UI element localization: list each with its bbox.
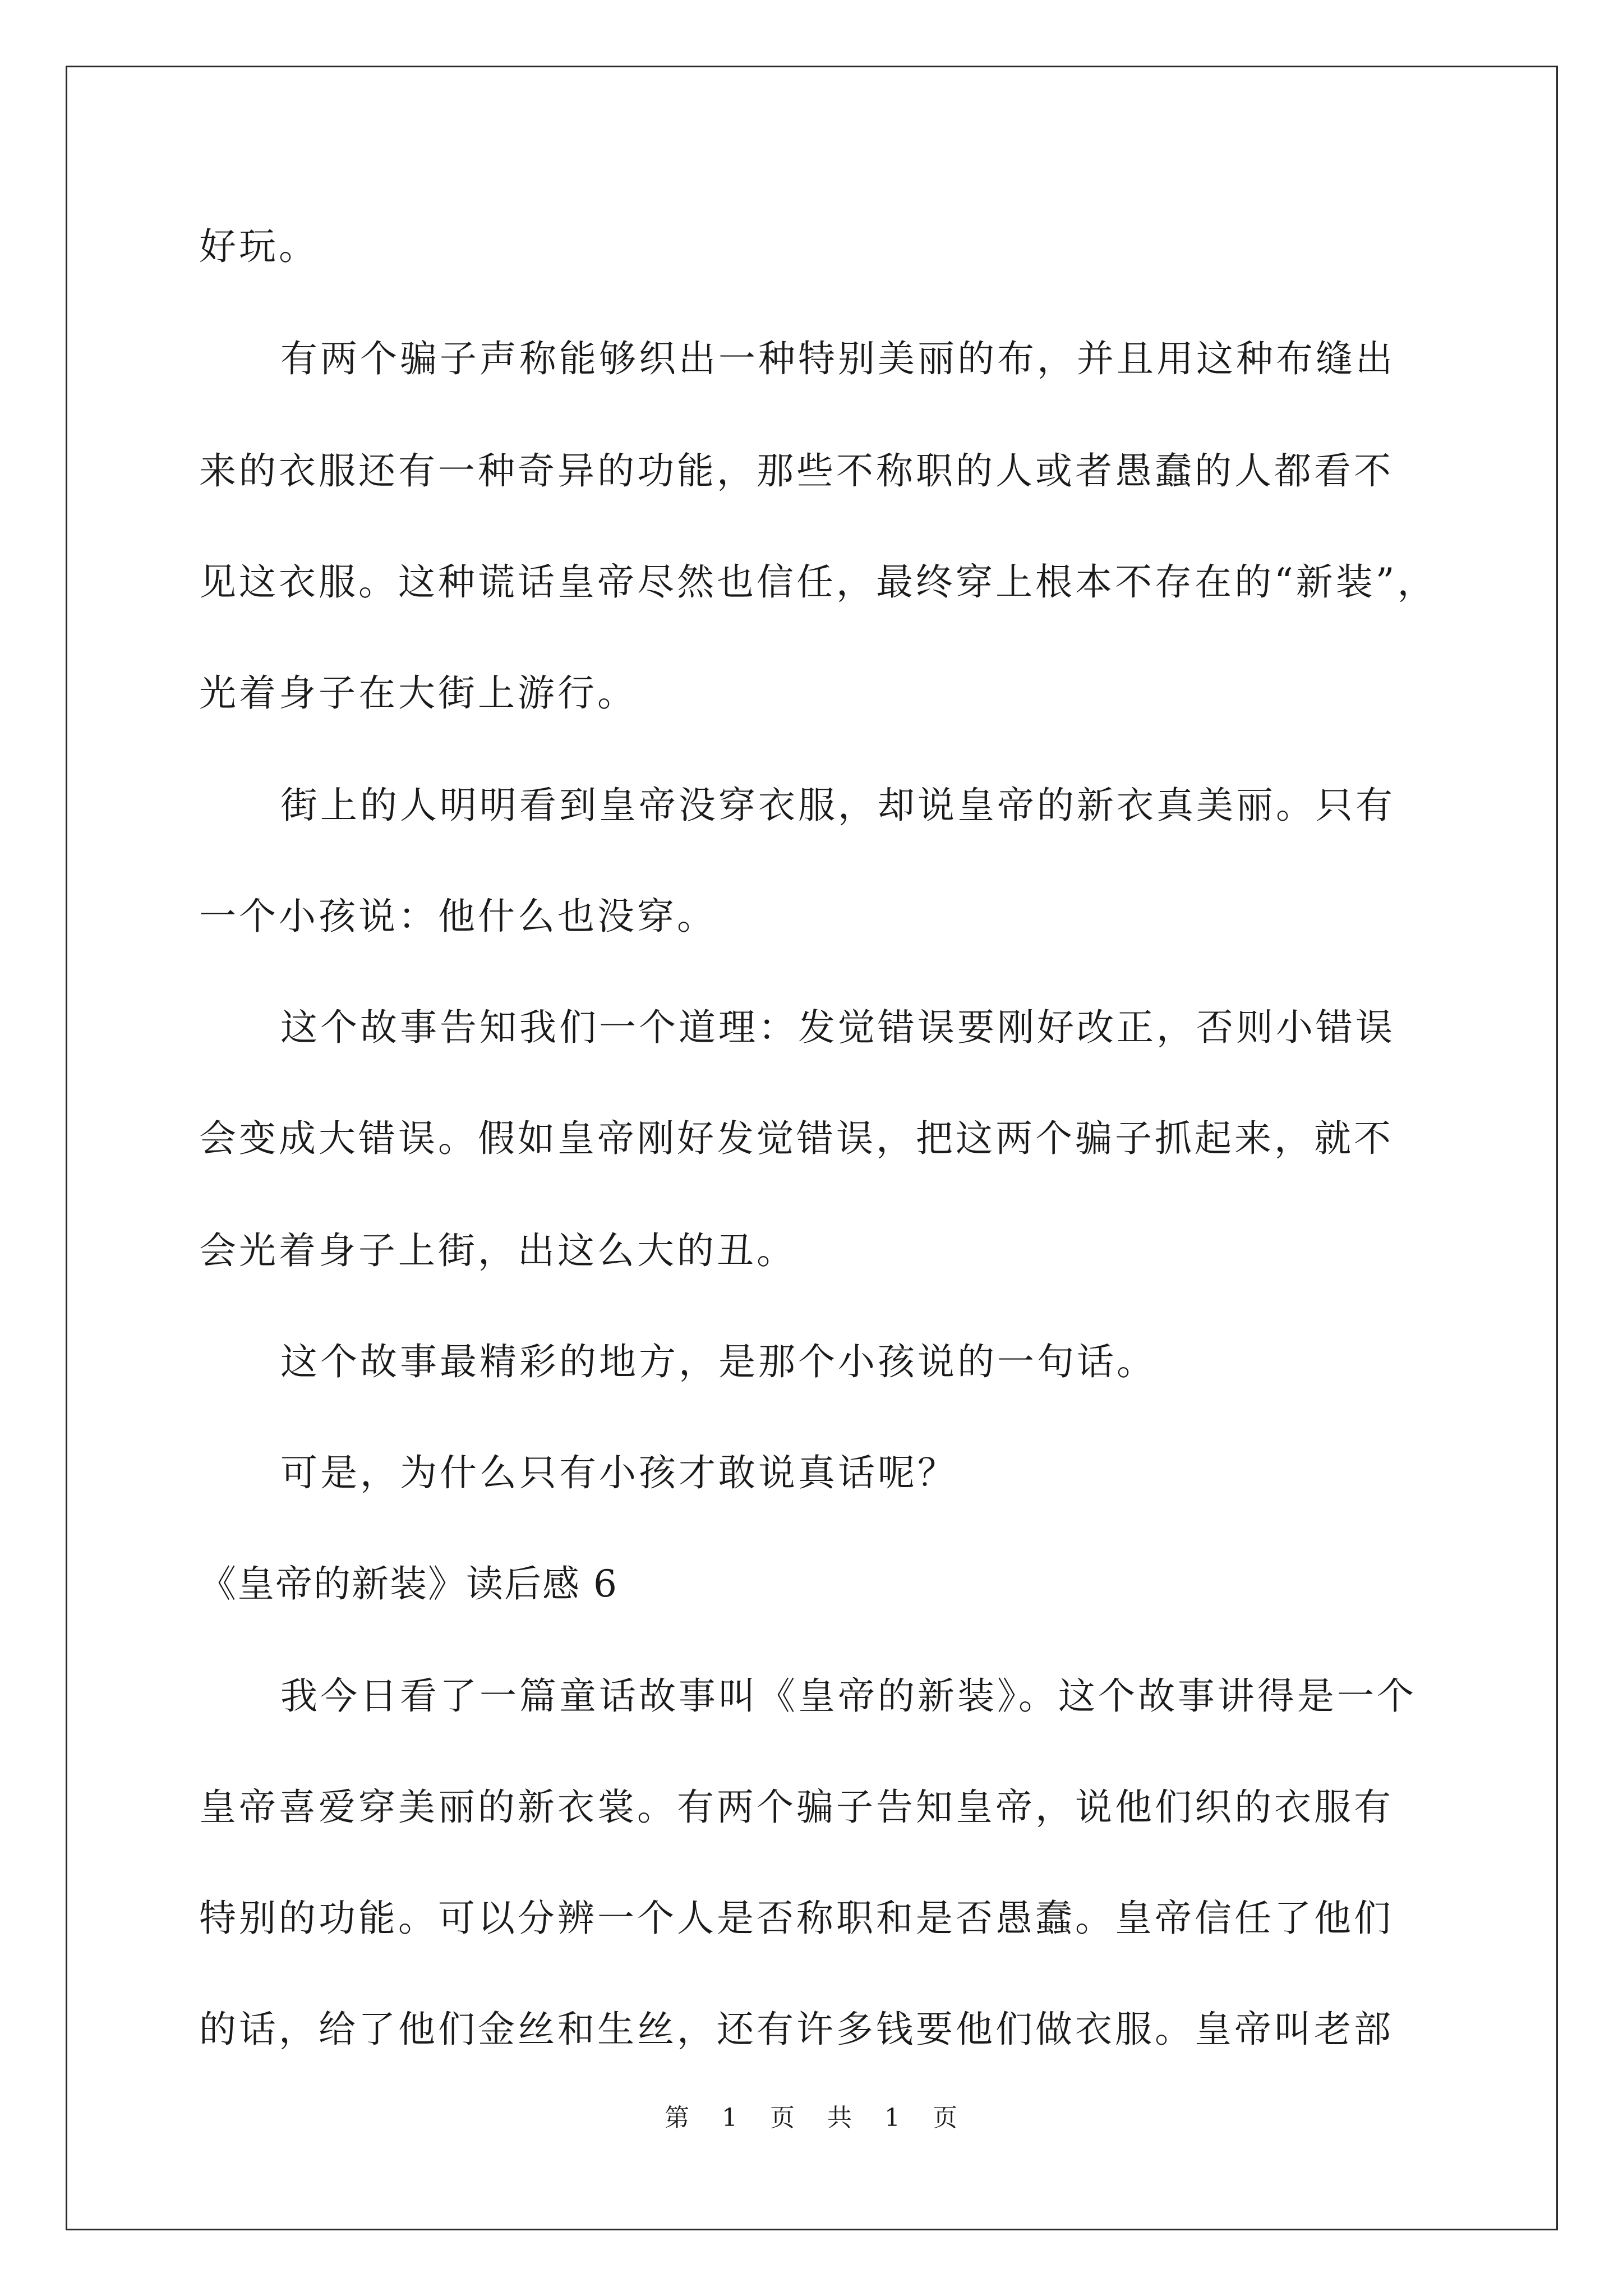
text-line: 光着身子在大街上游行。 [199, 671, 637, 715]
paragraph-start: 可是，为什么只有小孩才敢说真话呢？ [280, 1451, 957, 1494]
paragraph-start: 我今日看了一篇童话故事叫《皇帝的新装》。这个故事讲得是一个 [280, 1674, 1417, 1718]
section-heading: 《皇帝的新装》读后感 6 [199, 1562, 618, 1605]
paragraph-start: 有两个骗子声称能够织出一种特别美丽的布，并且用这种布缝出 [280, 337, 1395, 380]
text-line: 好玩。 [199, 225, 319, 268]
text-line: 特别的功能。可以分辨一个人是否称职和是否愚蠢。皇帝信任了他们 [199, 1897, 1394, 1940]
text-line: 会变成大错误。假如皇帝刚好发觉错误，把这两个骗子抓起来，就不 [199, 1117, 1394, 1160]
paragraph-start: 这个故事告知我们一个道理：发觉错误要刚好改正，否则小错误 [280, 1006, 1395, 1049]
text-line: 来的衣服还有一种奇异的功能，那些不称职的人或者愚蠢的人都看不 [199, 449, 1394, 493]
text-line: 一个小孩说：他什么也没穿。 [199, 895, 717, 938]
text-line: 见这衣服。这种谎话皇帝尽然也信任，最终穿上根本不存在的“新装”， [199, 560, 1437, 604]
page-footer: 第 1 页 共 1 页 [665, 2104, 958, 2132]
paragraph-start: 街上的人明明看到皇帝没穿衣服，却说皇帝的新衣真美丽。只有 [280, 784, 1395, 827]
text-line: 会光着身子上街，出这么大的丑。 [199, 1229, 796, 1272]
paragraph-start: 这个故事最精彩的地方，是那个小孩说的一句话。 [280, 1340, 1156, 1383]
text-line: 皇帝喜爱穿美丽的新衣裳。有两个骗子告知皇帝，说他们织的衣服有 [199, 1786, 1394, 1829]
text-line: 的话，给了他们金丝和生丝，还有许多钱要他们做衣服。皇帝叫老部 [199, 2008, 1394, 2051]
